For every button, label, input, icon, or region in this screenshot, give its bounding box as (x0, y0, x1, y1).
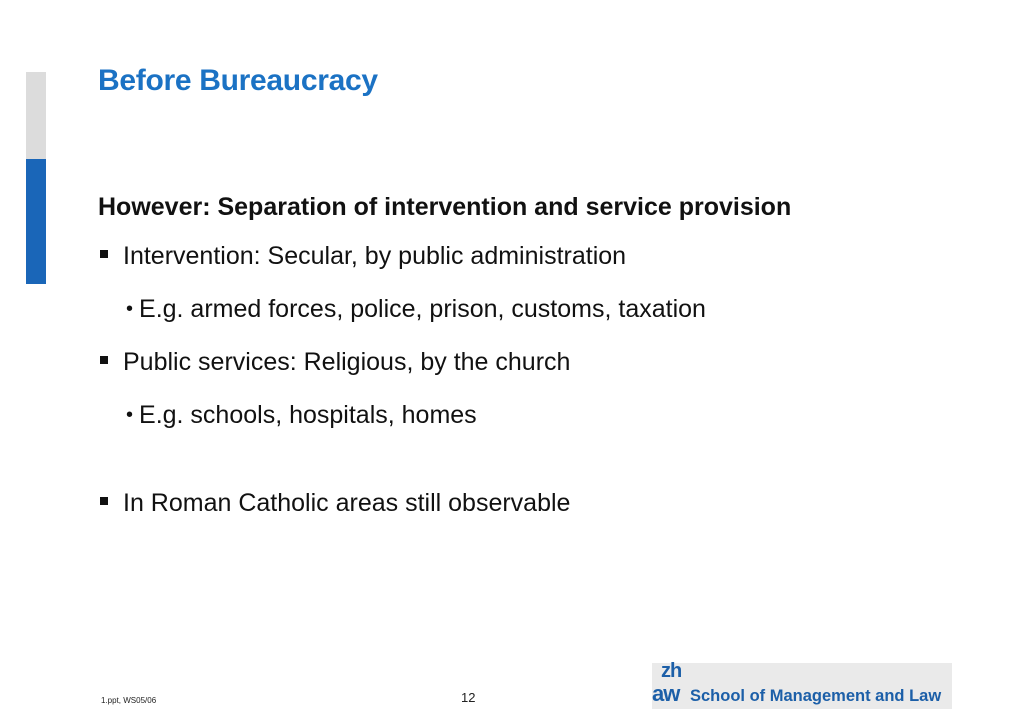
square-bullet-icon (100, 250, 108, 258)
sub-bullet-item (126, 401, 477, 430)
slide-title: Before Bureaucracy (98, 64, 378, 97)
bullet-item (100, 489, 570, 518)
square-bullet-icon (100, 497, 108, 505)
slide-subtitle: However: Separation of intervention and service provision (98, 193, 792, 221)
dot-bullet-icon: • (126, 404, 134, 426)
bullet-text: Intervention: Secular, by public administration (123, 242, 627, 270)
logo-school-name: School of Management and Law (690, 687, 942, 705)
logo-aw-mark: aw (652, 681, 680, 706)
side-bar-grey (26, 72, 46, 159)
bullet-text: Public services: Religious, by the church (123, 348, 571, 376)
page-number: 12 (461, 690, 476, 705)
bullet-item (100, 242, 626, 271)
bullet-text: In Roman Catholic areas still observable (123, 489, 571, 517)
footer-file-note: 1.ppt, WS05/06 (101, 696, 157, 705)
square-bullet-icon (100, 356, 108, 364)
sub-bullet-text: E.g. schools, hospitals, homes (139, 401, 477, 429)
sub-bullet-item (126, 295, 706, 324)
dot-bullet-icon: • (126, 298, 134, 320)
sub-bullet-text: E.g. armed forces, police, prison, customs, taxation (139, 295, 706, 323)
bullet-item (100, 348, 570, 377)
side-bar-blue (26, 159, 46, 284)
logo-zh-mark: zh (661, 660, 682, 682)
